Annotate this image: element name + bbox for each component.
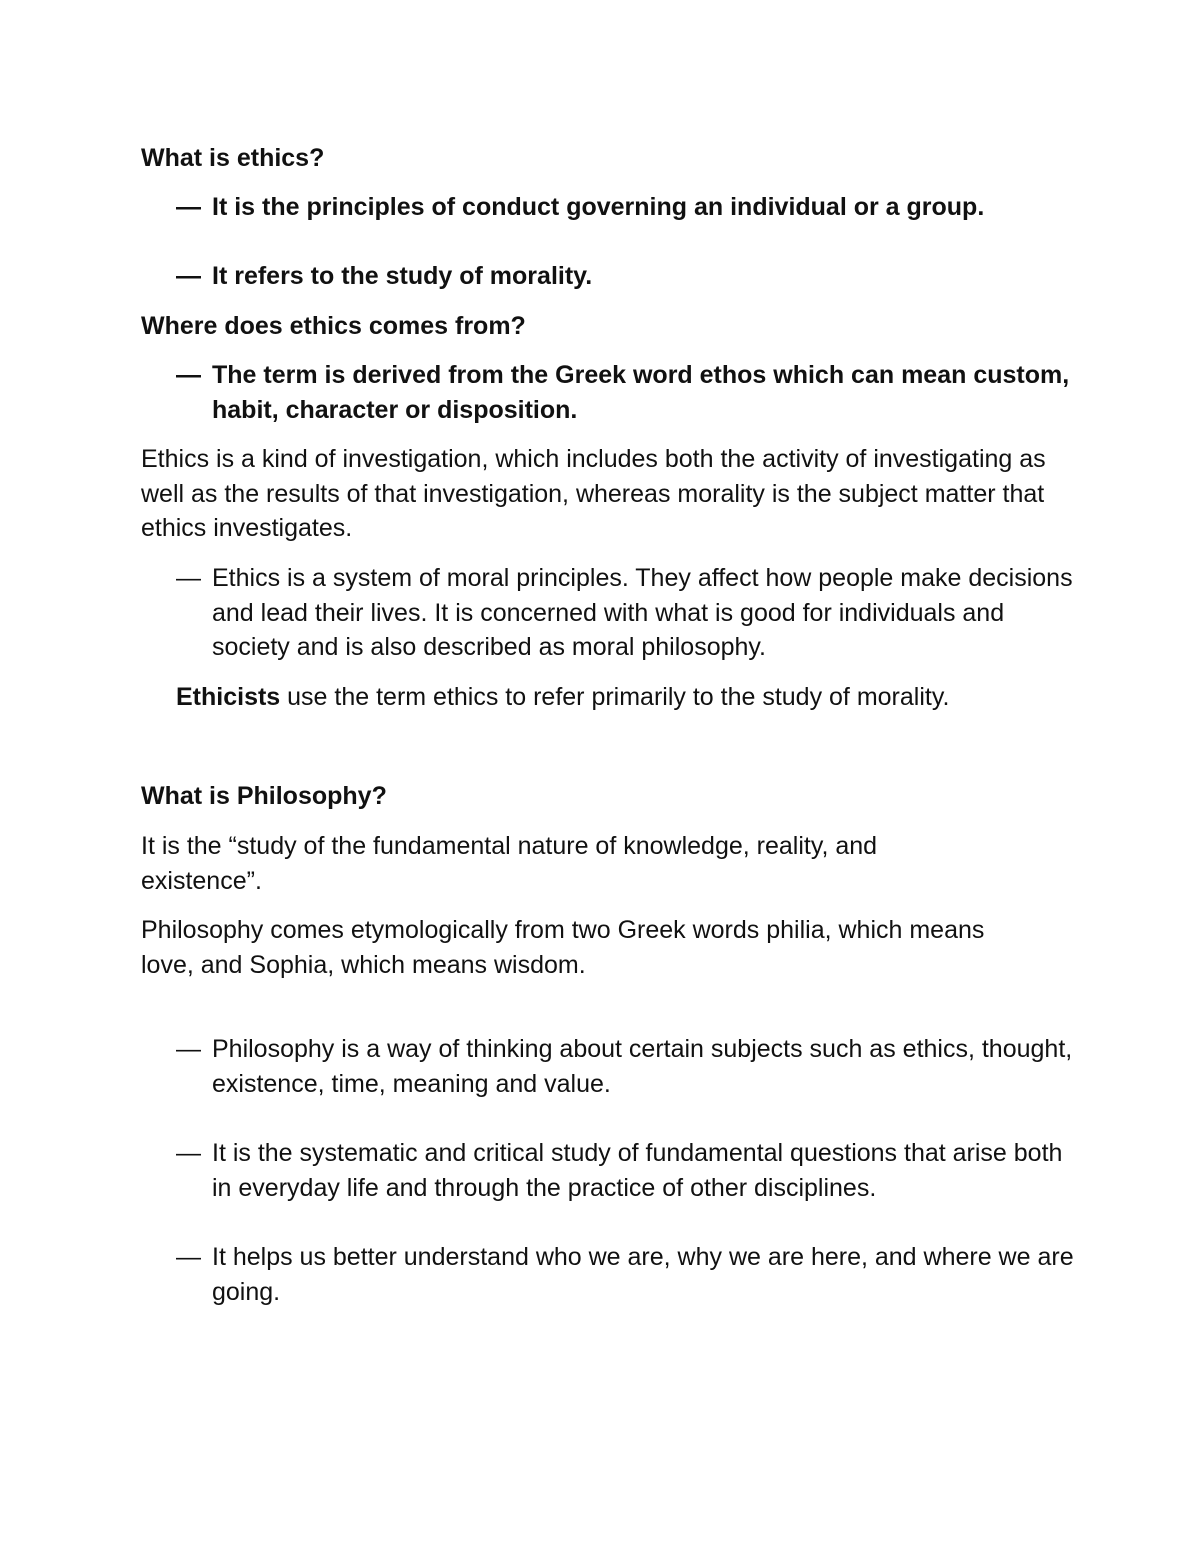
list-item bbox=[176, 1032, 1081, 1101]
bullet-text: The term is derived from the Greek word ethos which can mean custom, habit, character or disposition. bbox=[212, 361, 1070, 424]
dash-marker: — bbox=[176, 193, 201, 221]
paragraph-philosophy-etymology: Philosophy comes etymologically from two Greek words philia, which means love, and Sophia, which means wisdom. bbox=[141, 916, 985, 979]
dash-marker: — bbox=[176, 1035, 201, 1063]
ethicists-rest: use the term ethics to refer primarily to the study of morality. bbox=[280, 683, 950, 711]
paragraph-ethics-investigation: Ethics is a kind of investigation, which includes both the activity of investigating as well as the results of that investigation, whereas morality is the subject matter that ethics investigates. bbox=[141, 445, 1046, 542]
paragraph-philosophy-definition: It is the “study of the fundamental nature of knowledge, reality, and existence”. bbox=[141, 832, 878, 895]
bullet-text: It is the systematic and critical study of fundamental questions that arise both in everyday life and through the practice of other disciplines. bbox=[212, 1139, 1063, 1202]
list-item bbox=[176, 259, 1081, 294]
bullet-text: It is the principles of conduct governing an individual or a group. bbox=[212, 193, 985, 221]
heading-where-does-ethics-come-from: Where does ethics comes from? bbox=[141, 312, 526, 340]
dash-marker: — bbox=[176, 564, 201, 592]
dash-marker: — bbox=[176, 1139, 201, 1167]
bullet-text: Ethics is a system of moral principles. They affect how people make decisions and lead their lives. It is concerned with what is good for individuals and society and is also described as moral philosophy. bbox=[212, 564, 1073, 661]
heading-what-is-ethics: What is ethics? bbox=[141, 144, 325, 172]
list-item bbox=[176, 358, 1081, 427]
list-item bbox=[176, 561, 1081, 665]
dash-marker: — bbox=[176, 1243, 201, 1271]
paragraph-ethicists bbox=[176, 680, 1081, 715]
list-item bbox=[176, 190, 1081, 225]
list-item bbox=[176, 1136, 1081, 1205]
bullet-text: Philosophy is a way of thinking about certain subjects such as ethics, thought, existence, time, meaning and value. bbox=[212, 1035, 1073, 1098]
bullet-text: It helps us better understand who we are, why we are here, and where we are going. bbox=[212, 1243, 1074, 1306]
ethicists-term: Ethicists bbox=[176, 683, 281, 711]
dash-marker: — bbox=[176, 262, 201, 290]
heading-what-is-philosophy: What is Philosophy? bbox=[141, 782, 387, 810]
dash-marker: — bbox=[176, 361, 201, 389]
bullet-text: It refers to the study of morality. bbox=[212, 262, 593, 290]
list-item bbox=[176, 1240, 1081, 1309]
